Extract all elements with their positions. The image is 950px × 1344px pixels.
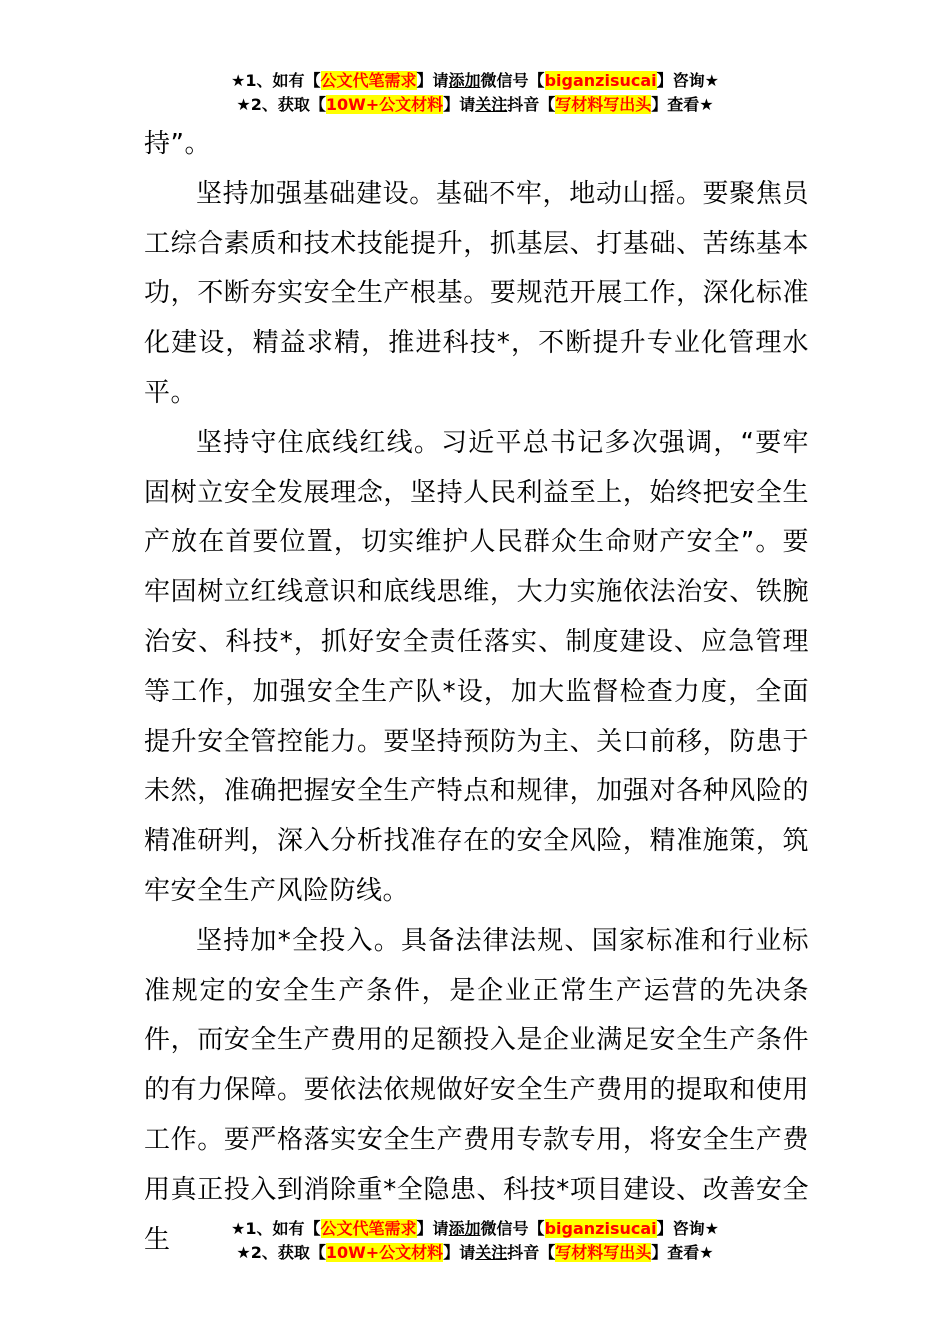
banner-text: 微信号【 xyxy=(480,1219,545,1238)
banner-text: 抖音【 xyxy=(507,95,556,114)
banner-text: 抖音【 xyxy=(507,1243,556,1262)
banner-text: 】咨询★ xyxy=(656,1219,719,1238)
banner-highlight: 写材料写出头 xyxy=(555,1243,652,1262)
banner-text: 】查看★ xyxy=(651,95,714,114)
footer-banner xyxy=(0,1217,950,1265)
paragraph: 坚持守住底线红线。习近平总书记多次强调，“要牢固树立安全发展理念，坚持人民利益至上，始终把安全生产放在首要位置，切实维护人民群众生命财产安全”。要牢固树立红线意识和底线思维，大力实施依法治安、铁腕治安、科技*，抓好安全责任落实、制度建设、应急管理等工作，加强安全生产队*设，加大监督检查力度，全面提升安全管控能力。要坚持预防为主、关口前移，防患于未然，准确把握安全生产特点和规律，加强对各种风险的精准研判，深入分析找准存在的安全风险，精准施策，筑牢安全生产风险防线。 xyxy=(144,427,809,906)
banner-emphasis: 关注 xyxy=(475,95,508,114)
banner-highlight: 10W+公文材料 xyxy=(325,1243,444,1262)
banner-emphasis: 添加 xyxy=(448,71,481,90)
paragraph: 坚持加*全投入。具备法律法规、国家标准和行业标准规定的安全生产条件，是企业正常生产运营的先决条件，而安全生产费用的足额投入是企业满足安全生产条件的有力保障。要依法依规做好安全生产费用的提取和使用工作。要严格落实安全生产费用专款专用，将安全生产费用真正投入到消除重*全隐患、科技*项目建设、改善安全生 xyxy=(144,925,809,1255)
banner-emphasis: 添加 xyxy=(448,1219,481,1238)
banner-text: ★2、获取【 xyxy=(236,1243,326,1262)
document-body xyxy=(144,120,809,1265)
banner-text: 】请 xyxy=(443,95,476,114)
banner-text: 】请 xyxy=(443,1243,476,1262)
banner-text: ★1、如有【 xyxy=(231,1219,321,1238)
banner-line-1 xyxy=(0,1217,950,1241)
paragraph: 坚持加强基础建设。基础不牢，地动山摇。要聚焦员工综合素质和技术技能提升，抓基层、打基础、苦练基本功，不断夯实安全生产根基。要规范开展工作，深化标准化建设，精益求精，推进科技*，不断提升专业化管理水平。 xyxy=(144,178,809,408)
banner-text: 】请 xyxy=(416,1219,449,1238)
banner-text: ★2、获取【 xyxy=(236,95,326,114)
banner-text: ★1、如有【 xyxy=(231,71,321,90)
banner-emphasis: 关注 xyxy=(475,1243,508,1262)
banner-text: 】查看★ xyxy=(651,1243,714,1262)
paragraph: 持”。 xyxy=(144,129,211,159)
banner-highlight: 10W+公文材料 xyxy=(325,95,444,114)
banner-line-2 xyxy=(0,93,950,117)
banner-highlight: biganzisucai xyxy=(544,71,657,90)
banner-highlight: biganzisucai xyxy=(544,1219,657,1238)
header-banner xyxy=(0,69,950,117)
banner-line-2 xyxy=(0,1241,950,1265)
banner-line-1 xyxy=(0,69,950,93)
banner-text: 】咨询★ xyxy=(656,71,719,90)
banner-text: 微信号【 xyxy=(480,71,545,90)
banner-highlight: 公文代笔需求 xyxy=(320,71,417,90)
banner-highlight: 公文代笔需求 xyxy=(320,1219,417,1238)
banner-text: 】请 xyxy=(416,71,449,90)
banner-highlight: 写材料写出头 xyxy=(555,95,652,114)
